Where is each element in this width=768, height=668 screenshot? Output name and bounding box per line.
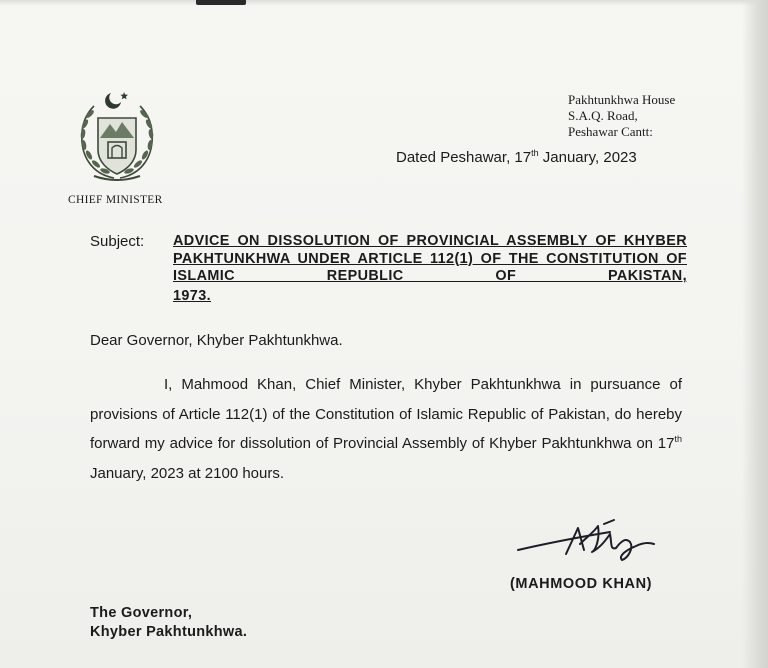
addressee-block <box>90 604 247 642</box>
address-block <box>568 92 675 140</box>
letter-body <box>90 370 682 488</box>
subject-text-end: 1973. <box>173 288 212 304</box>
page-right-edge <box>742 0 768 668</box>
body-ordinal: th <box>674 434 682 444</box>
date-prefix: Dated Peshawar, 17 <box>396 149 532 166</box>
date-ordinal: th <box>531 148 539 158</box>
addressee-line: Khyber Pakhtunkhwa. <box>90 624 248 640</box>
page-top-mark <box>196 0 246 5</box>
date-line <box>396 149 637 166</box>
body-text-part: January, 2023 at 2100 hours. <box>90 464 285 482</box>
address-line: Peshawar Cantt: <box>568 124 653 139</box>
date-suffix: January, 2023 <box>538 149 637 166</box>
address-line: S.A.Q. Road, <box>568 108 638 123</box>
page-top-shadow <box>0 0 768 6</box>
salutation: Dear Governor, Khyber Pakhtunkhwa. <box>90 332 343 349</box>
government-emblem-icon <box>74 88 160 186</box>
subject-label: Subject: <box>90 233 145 250</box>
subject-text: ADVICE ON DISSOLUTION OF PROVINCIAL ASSEMBLY OF KHYBER PAKHTUNKHWA UNDER ARTICLE 112(1) OF THE CONSTITUTION OF ISLAMIC REPUBLIC OF PAKISTAN, <box>173 233 687 284</box>
addressee-line: The Governor, <box>90 605 193 621</box>
address-line: Pakhtunkhwa House <box>568 92 676 107</box>
office-caption: CHIEF MINISTER <box>68 194 163 206</box>
handwritten-signature <box>514 510 664 570</box>
body-text-part: I, Mahmood Khan, Chief Minister, Khyber Pakhtunkhwa in pursuance of provisions of Article 112(1) of the Constitution of Islamic Republic of Pakistan, do hereby forward my advice for dissolution of Provincial Assembly of Khyber Pakhtunkhwa on 17 <box>90 376 682 452</box>
signatory-name: (MAHMOOD KHAN) <box>510 576 653 592</box>
